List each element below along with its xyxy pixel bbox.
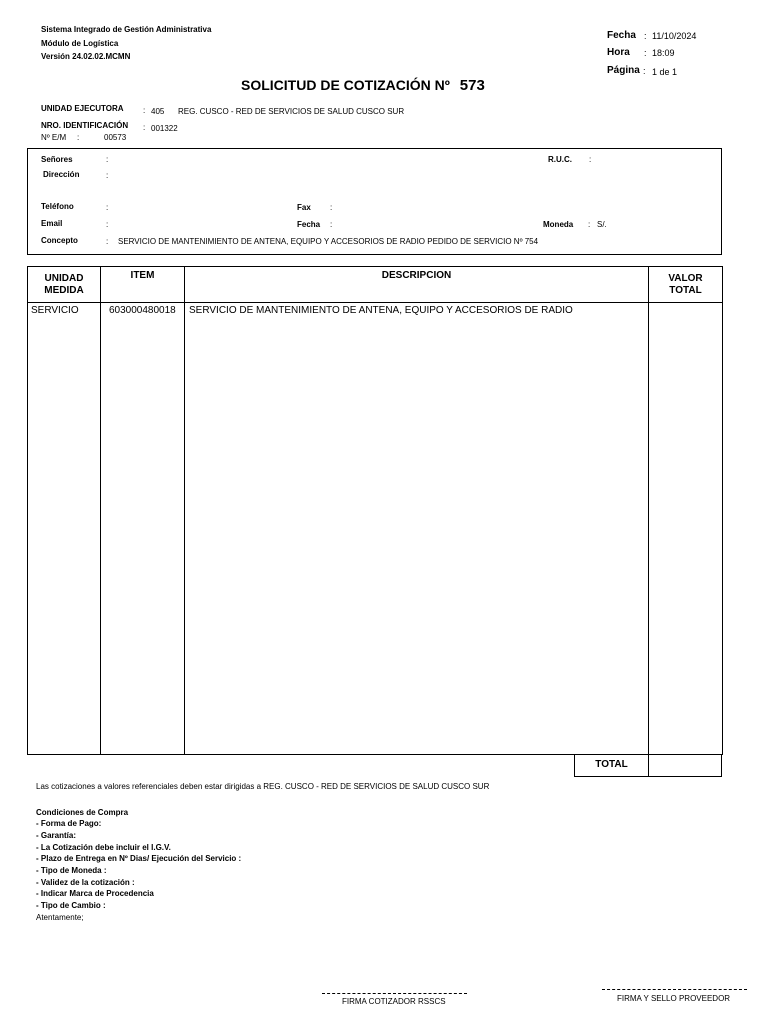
email-colon: : xyxy=(106,220,109,229)
ruc-colon: : xyxy=(589,155,592,164)
meta-hora-colon: : xyxy=(644,48,647,58)
unidad-ejecutora-name: REG. CUSCO - RED DE SERVICIOS DE SALUD CUSCO SUR xyxy=(178,107,405,116)
header-valor-line1: VALOR xyxy=(668,272,703,284)
header-unidad-medida xyxy=(28,267,101,303)
meta-fecha-value: 11/10/2024 xyxy=(652,31,697,41)
document-title-text: SOLICITUD DE COTIZACIÓN Nº xyxy=(241,77,450,93)
moneda-value: S/. xyxy=(597,220,607,229)
header-unidad-line1: UNIDAD xyxy=(44,272,84,284)
header-item: ITEM xyxy=(101,267,185,303)
ruc-label: R.U.C. xyxy=(548,155,572,164)
signature-line-proveedor xyxy=(602,989,747,990)
meta-pagina-value: 1 de 1 xyxy=(652,67,678,77)
telefono-colon: : xyxy=(106,203,109,212)
supplier-fecha-colon: : xyxy=(330,220,333,229)
meta-pagina-label: Página xyxy=(607,65,640,76)
nro-identificacion-colon: : xyxy=(143,123,146,132)
meta-fecha-label: Fecha xyxy=(607,30,636,41)
direccion-label: Dirección xyxy=(43,170,80,179)
unidad-ejecutora-code: 405 xyxy=(151,107,165,116)
condition-forma-pago: - Forma de Pago: xyxy=(36,819,102,828)
items-table xyxy=(27,266,723,755)
document-title-number: 573 xyxy=(459,77,485,94)
total-label: TOTAL xyxy=(574,754,649,777)
concepto-colon: : xyxy=(106,237,109,246)
unidad-ejecutora-label: UNIDAD EJECUTORA xyxy=(41,104,124,113)
conditions-title: Condiciones de Compra xyxy=(36,808,129,817)
row-unidad: SERVICIO xyxy=(28,303,101,755)
closing-text: Atentamente; xyxy=(36,913,84,922)
fax-label: Fax xyxy=(297,203,311,212)
condition-plazo: - Plazo de Entrega en Nº Dias/ Ejecución del Servicio : xyxy=(36,854,242,863)
signature-proveedor-label: FIRMA Y SELLO PROVEEDOR xyxy=(617,994,731,1003)
condition-igv: - La Cotización debe incluir el I.G.V. xyxy=(36,843,171,852)
direccion-colon: : xyxy=(106,171,109,180)
fax-colon: : xyxy=(330,203,333,212)
senores-colon: : xyxy=(106,155,109,164)
email-label: Email xyxy=(41,219,63,228)
senores-label: Señores xyxy=(41,155,73,164)
concepto-value: SERVICIO DE MANTENIMIENTO DE ANTENA, EQUIPO Y ACCESORIOS DE RADIO PEDIDO DE SERVICIO Nº 754 xyxy=(118,237,539,246)
telefono-label: Teléfono xyxy=(41,202,74,211)
meta-hora-value: 18:09 xyxy=(652,48,675,58)
table-row xyxy=(28,303,723,755)
footer-note: Las cotizaciones a valores referenciales deben estar dirigidas a REG. CUSCO - RED DE SERVICIOS DE SALUD CUSCO SUR xyxy=(36,782,490,791)
header-descripcion: DESCRIPCION xyxy=(185,267,649,303)
meta-pagina-colon: : xyxy=(643,66,646,76)
supplier-fecha-label: Fecha xyxy=(297,220,321,229)
condition-validez: - Validez de la cotización : xyxy=(36,878,135,887)
condition-tipo-moneda: - Tipo de Moneda : xyxy=(36,866,107,875)
total-value xyxy=(647,754,722,777)
condition-garantia: - Garantía: xyxy=(36,831,77,840)
concepto-label: Concepto xyxy=(41,236,78,245)
header-unidad-line2: MEDIDA xyxy=(44,284,84,296)
meta-hora-label: Hora xyxy=(607,47,630,58)
moneda-label: Moneda xyxy=(543,220,574,229)
condition-tipo-cambio: - Tipo de Cambio : xyxy=(36,901,106,910)
nem-value: 00573 xyxy=(104,133,127,142)
row-descripcion: SERVICIO DE MANTENIMIENTO DE ANTENA, EQUIPO Y ACCESORIOS DE RADIO xyxy=(185,303,649,755)
row-item: 603000480018 xyxy=(101,303,185,755)
module-name: Módulo de Logística xyxy=(41,39,119,48)
unidad-ejecutora-colon: : xyxy=(143,106,146,115)
document-title xyxy=(241,77,485,94)
system-name: Sistema Integrado de Gestión Administrativa xyxy=(41,25,212,34)
signature-line-cotizador xyxy=(322,993,467,994)
nem-colon: : xyxy=(77,133,80,142)
nro-identificacion-label: NRO. IDENTIFICACIÓN xyxy=(41,121,129,130)
nro-identificacion-value: 001322 xyxy=(151,124,178,133)
row-valor xyxy=(649,303,723,755)
nem-label: Nº E/M xyxy=(41,133,67,142)
header-valor-line2: TOTAL xyxy=(669,284,702,296)
meta-fecha-colon: : xyxy=(644,31,647,41)
signature-cotizador-label: FIRMA COTIZADOR RSSCS xyxy=(342,997,446,1006)
moneda-colon: : xyxy=(588,220,591,229)
version-label: Versión 24.02.02.MCMN xyxy=(41,52,131,61)
condition-marca: - Indicar Marca de Procedencia xyxy=(36,889,154,898)
header-valor-total xyxy=(649,267,723,303)
items-table-header xyxy=(28,267,723,303)
